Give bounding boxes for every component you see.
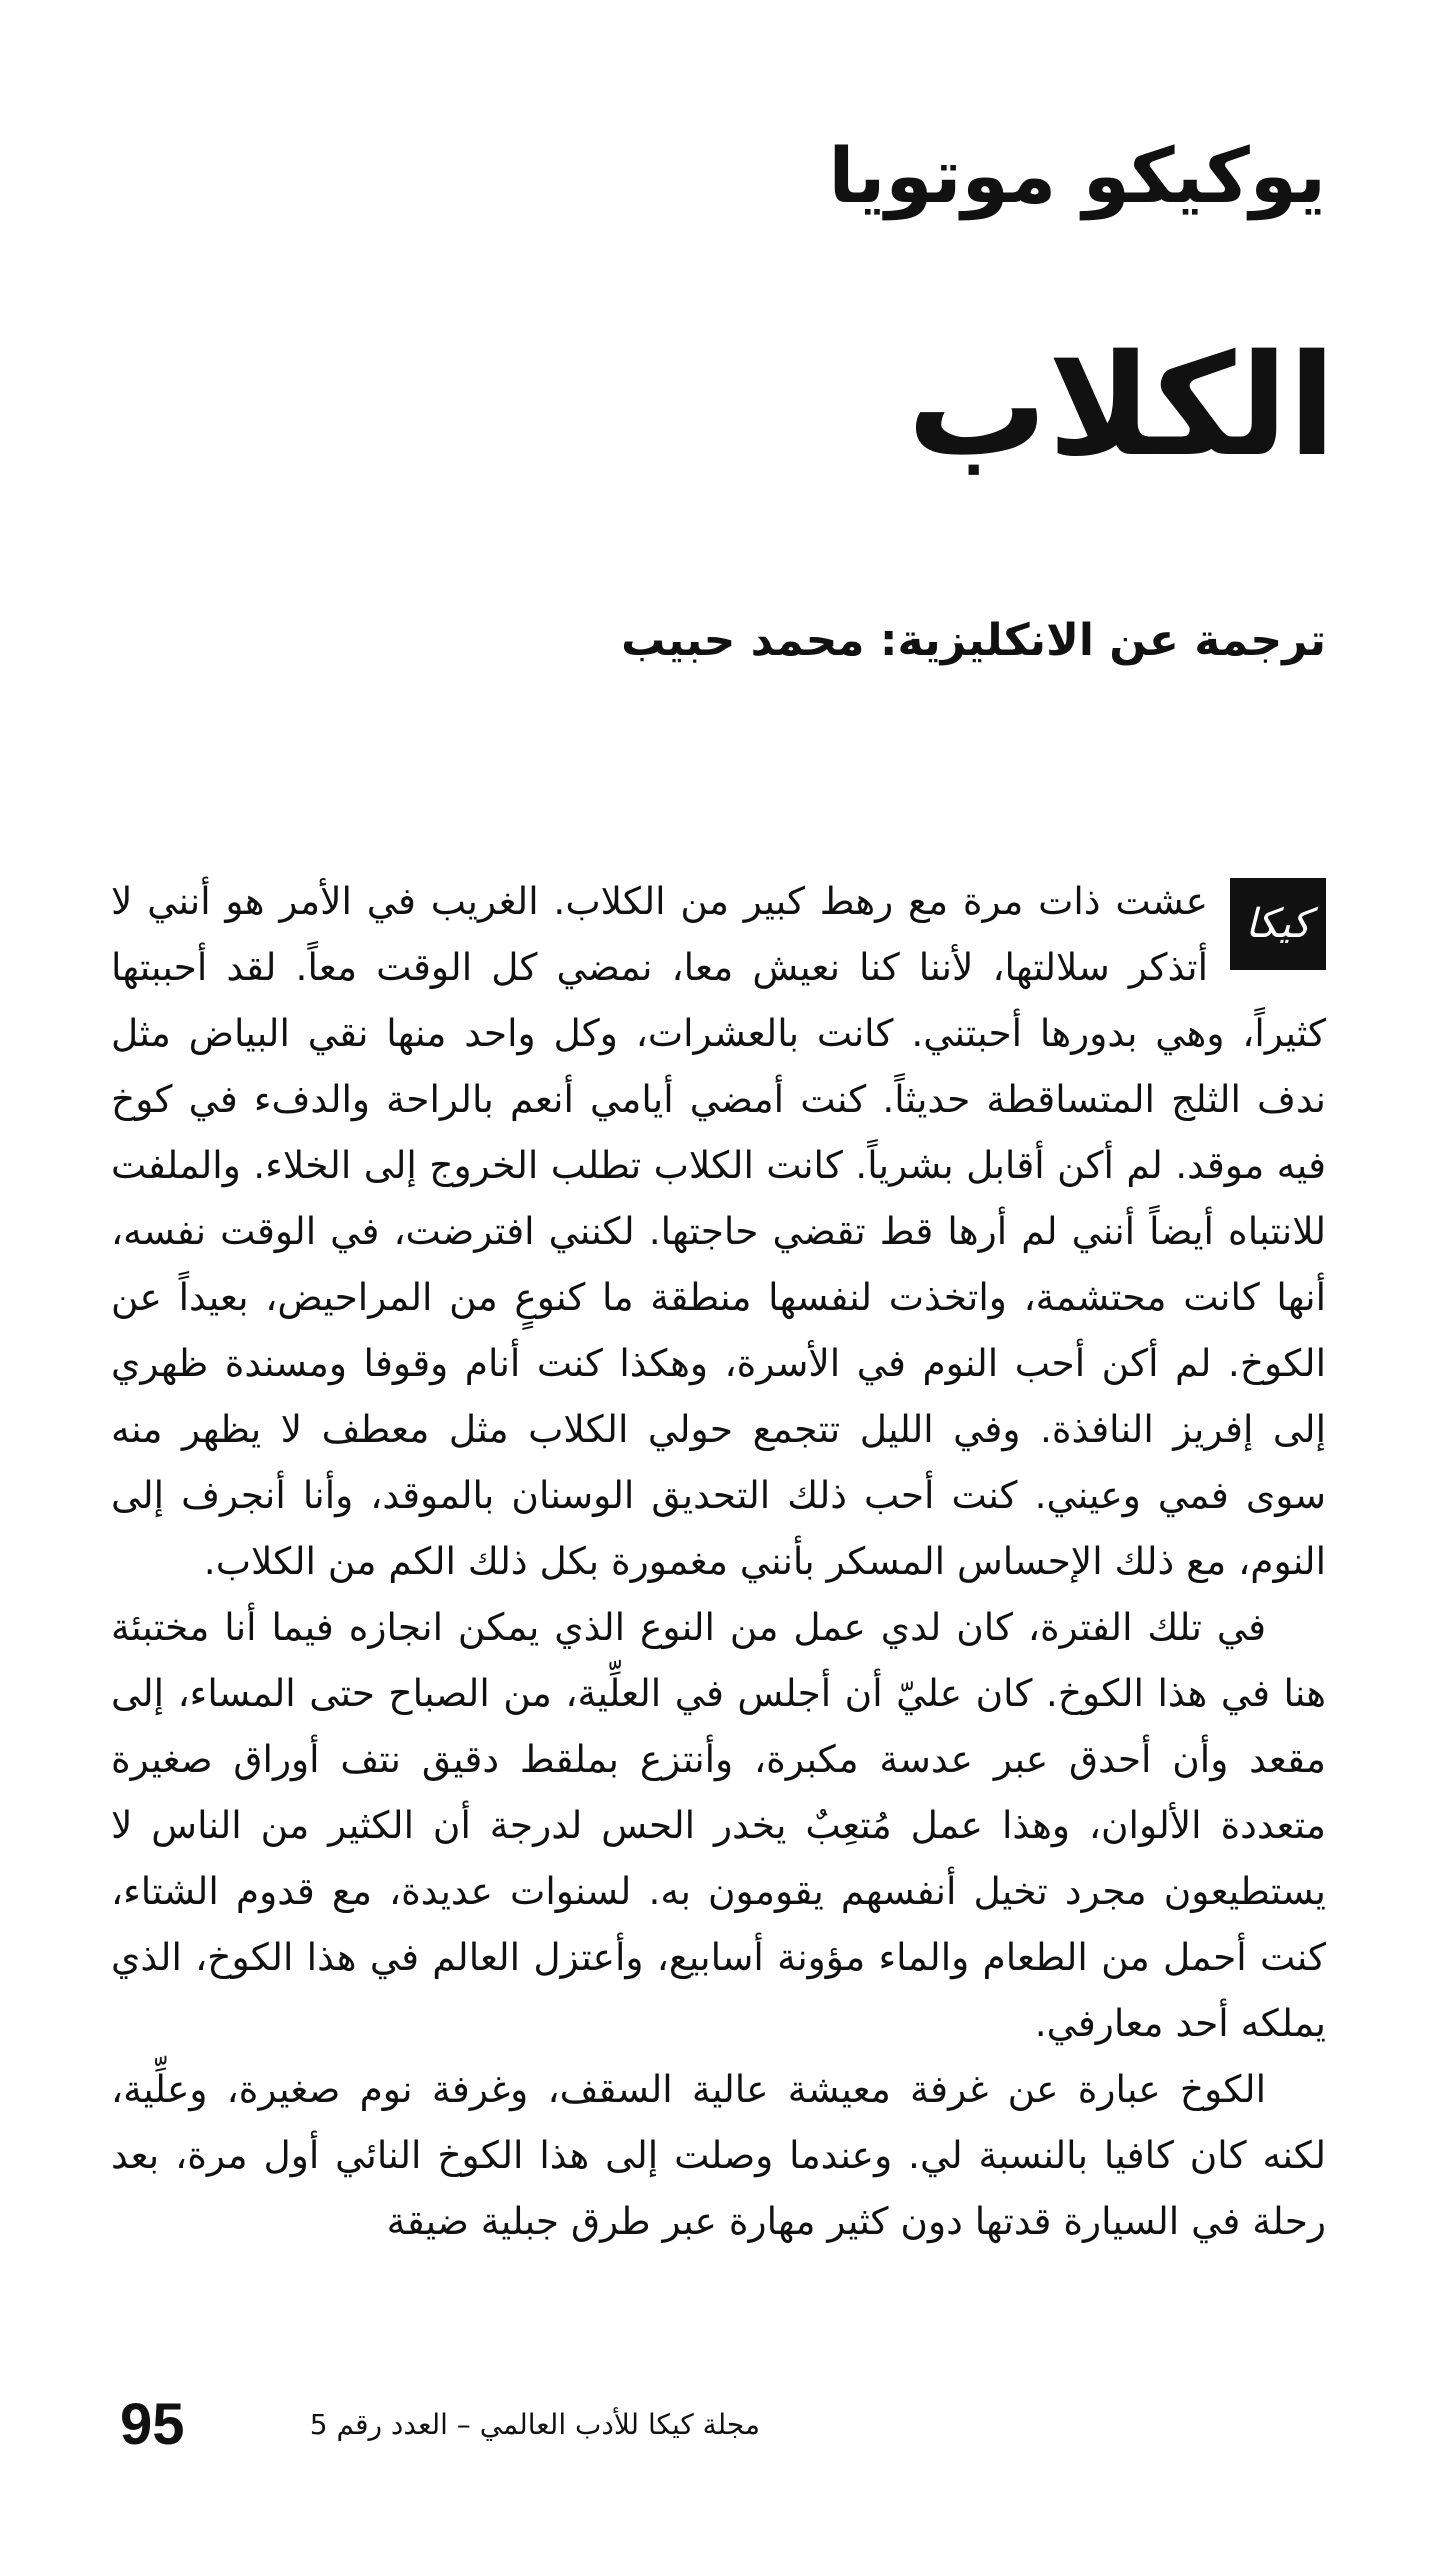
article-body: [111, 868, 1326, 2254]
kika-logo-icon: [1230, 878, 1326, 970]
page-footer: [120, 2380, 760, 2470]
translator-credit: ترجمة عن الانكليزية: محمد حبيب: [621, 615, 1326, 666]
paragraph-1: عشت ذات مرة مع رهط كبير من الكلاب. الغريب في الأمر هو أنني لا أتذكر سلالتها، لأننا كنا نعيش معا، نمضي كل الوقت معاً. لقد أحببتها كثيراً، وهي بدورها أحبتني. كانت بالعشرات، وكل واحد منها نقي البياض مثل ندف الثلج المتساقطة حديثاً. كنت أمضي أيامي أنعم بالراحة والدفء في كوخ فيه موقد. لم أكن أقابل بشرياً. كانت الكلاب تطلب الخروج إلى الخلاء. والملفت للانتباه أيضاً أنني لم أرها قط تقضي حاجتها. لكنني افترضت، في الوقت نفسه، أنها كانت محتشمة، واتخذت لنفسها منطقة ما كنوعٍ من المراحيض، بعيداً عن الكوخ. لم أكن أحب النوم في الأسرة، وهكذا كنت أنام وقوفا ومسندة ظهري إلى إفريز النافذة. وفي الليل تتجمع حولي الكلاب مثل معطف لا يظهر منه سوى فمي وعيني. كنت أحب ذلك التحديق الوسنان بالموقد، وأنا أنجرف إلى النوم، مع ذلك الإحساس المسكر بأنني مغمورة بكل ذلك الكم من الكلاب.: [111, 879, 1326, 1583]
paragraph-3: الكوخ عبارة عن غرفة معيشة عالية السقف، وغرفة نوم صغيرة، وعلِّية، لكنه كان كافيا بالنسبة لي. وعندما وصلت إلى هذا الكوخ النائي أول مرة، بعد رحلة في السيارة قدتها دون كثير مهارة عبر طرق جبلية ضيقة: [111, 2067, 1326, 2243]
paragraph-2: في تلك الفترة، كان لدي عمل من النوع الذي يمكن انجازه فيما أنا مختبئة هنا في هذا الكوخ. كان عليّ أن أجلس في العلِّية، من الصباح حتى المساء، إلى مقعد وأن أحدق عبر عدسة مكبرة، وأنتزع بملقط دقيق نتف أوراق صغيرة متعددة الألوان، وهذا عمل مُتعِبٌ يخدر الحس لدرجة أن الكثير من الناس لا يستطيعون مجرد تخيل أنفسهم يقومون به. لسنوات عديدة، مع قدوم الشتاء، كنت أحمل من الطعام والماء مؤونة أسابيع، وأعتزل العالم في هذا الكوخ، الذي يملكه أحد معارفي.: [111, 1605, 1326, 2045]
story-title: الكلاب: [907, 325, 1336, 488]
page-number: 95: [120, 2392, 185, 2457]
logo-label: كيكا: [1245, 901, 1311, 947]
author-name: يوكيكو موتويا: [828, 131, 1326, 220]
journal-name: مجلة كيكا للأدب العالمي – العدد رقم 5: [309, 2408, 760, 2441]
